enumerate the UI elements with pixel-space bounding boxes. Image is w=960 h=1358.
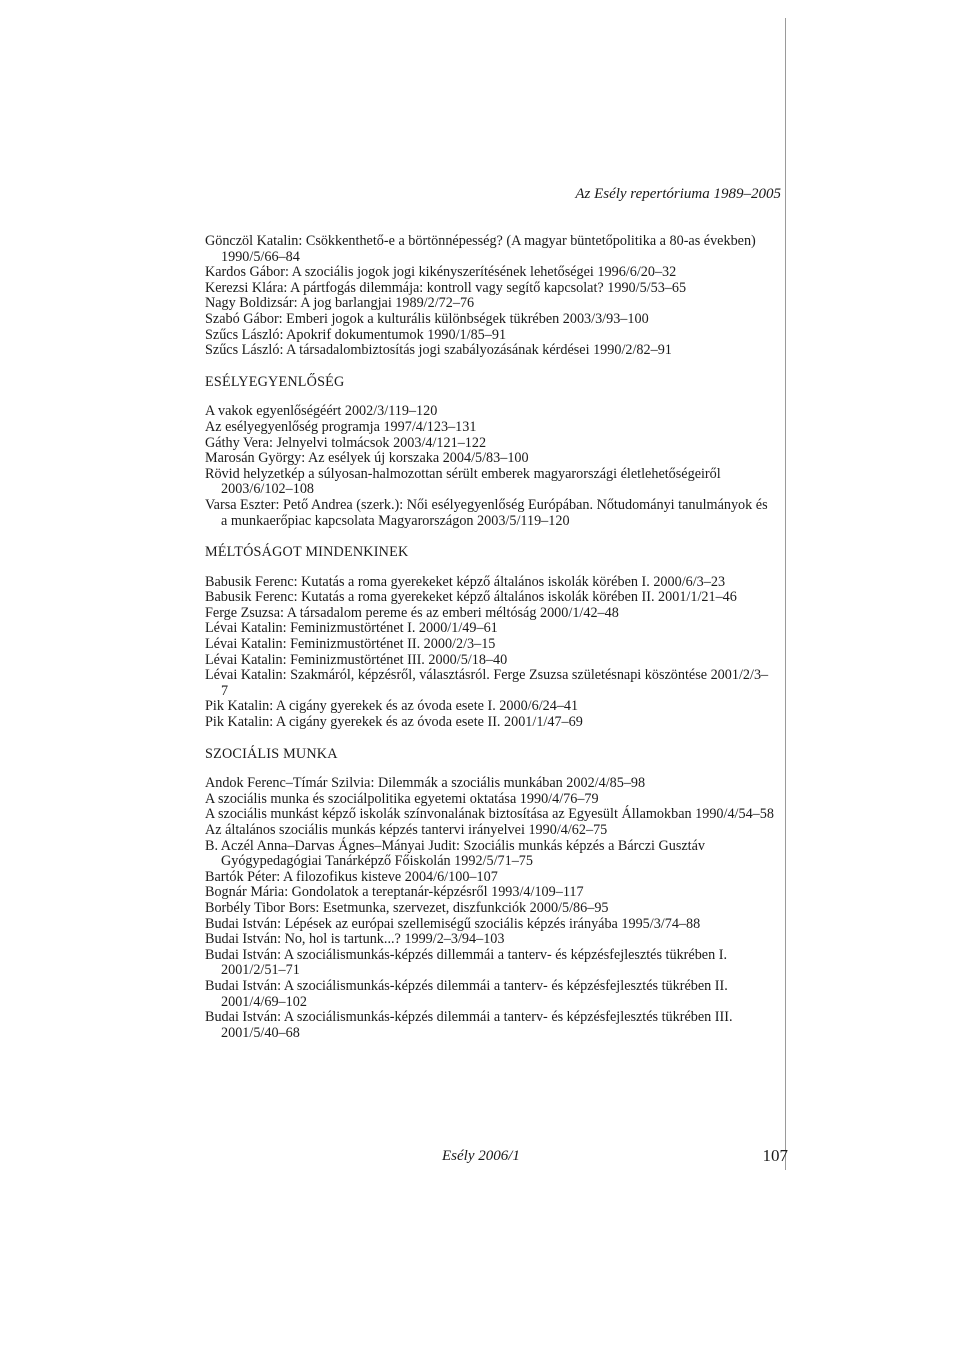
bibliography-entry: Kerezsi Klára: A pártfogás dilemmája: kontroll vagy segítő kapcsolat? 1990/5/53–65 [205, 279, 687, 296]
bibliography-entry: Bognár Mária: Gondolatok a tereptanár-képzésről 1993/4/109–117 [205, 884, 584, 901]
bibliography-entry: Szűcs László: Apokrif dokumentumok 1990/1/85–91 [205, 326, 507, 343]
bibliography-entry: Babusik Ferenc: Kutatás a roma gyerekeket képző általános iskolák körében I. 2000/6/3–23 [205, 573, 726, 590]
bibliography-entry: Bartók Péter: A filozofikus kisteve 2004/6/100–107 [205, 868, 498, 885]
bibliography-entry: Budai István: Lépések az európai szellemiségű szociális képzés irányába 1995/3/74–88 [205, 915, 701, 932]
bibliography-entry: Szűcs László: A társadalombiztosítás jogi szabályozásának kérdései 1990/2/82–91 [205, 342, 672, 359]
bibliography-entry: Varsa Eszter: Pető Andrea (szerk.): Női esélyegyenlőség Európában. Nőtudományi tanulmányok és a munkaerőpiac kapcsolata Magyarországon 2003/5/119–120 [205, 496, 768, 529]
bibliography-entry: Marosán György: Az esélyek új korszaka 2004/5/83–100 [205, 450, 529, 467]
repertory-list [205, 234, 775, 1041]
bibliography-entry: Ferge Zsuzsa: A társadalom pereme és az emberi méltóság 2000/1/42–48 [205, 604, 619, 621]
bibliography-entry: Gáthy Vera: Jelnyelvi tolmácsok 2003/4/121–122 [205, 434, 487, 451]
bibliography-entry: A szociális munkást képző iskolák színvonalának biztosítása az Egyesült Államokban 1990/4/54–58 [205, 806, 774, 823]
section-heading: ESÉLYEGYENLŐSÉG [205, 373, 345, 390]
bibliography-entry: Gönczöl Katalin: Csökkenthető-e a börtönnépesség? (A magyar büntetőpolitika a 80-as években) 1990/5/66–84 [205, 233, 756, 265]
section-heading: MÉLTÓSÁGOT MINDENKINEK [205, 544, 409, 561]
bibliography-entry: Lévai Katalin: Feminizmustörténet III. 2000/5/18–40 [205, 651, 508, 668]
bibliography-entry: Budai István: A szociálismunkás-képzés dilemmái a tanterv- és képzésfejlesztés tükrében III. 2001/5/40–68 [205, 1009, 733, 1041]
bibliography-entry: Az esélyegyenlőség programja 1997/4/123–131 [205, 418, 477, 435]
bibliography-entry: Pik Katalin: A cigány gyerekek és az óvoda esete I. 2000/6/24–41 [205, 698, 579, 715]
bibliography-entry: Pik Katalin: A cigány gyerekek és az óvoda esete II. 2001/1/47–69 [205, 714, 583, 731]
running-head: Az Esély repertóriuma 1989–2005 [575, 186, 781, 202]
margin-rule [785, 18, 786, 1170]
bibliography-entry: Borbély Tibor Bors: Esetmunka, szervezet, diszfunkciók 2000/5/86–95 [205, 899, 609, 916]
bibliography-entry: Rövid helyzetkép a súlyosan-halmozottan sérült emberek magyarországi életlehetőségeiről 2003/6/102–108 [205, 465, 721, 498]
bibliography-entry: Szabó Gábor: Emberi jogok a kulturális különbségek tükrében 2003/3/93–100 [205, 310, 649, 327]
bibliography-entry: Lévai Katalin: Szakmáról, képzésről, választásról. Ferge Zsuzsa születésnapi köszöntése 2001/2/3–7 [205, 667, 769, 699]
bibliography-entry: Budai István: A szociálismunkás-képzés dillemmái a tanterv- és képzésfejlesztés tükrében I. 2001/2/51–71 [205, 946, 728, 979]
bibliography-entry: A szociális munka és szociálpolitika egyetemi oktatása 1990/4/76–79 [205, 790, 599, 807]
section-heading: SZOCIÁLIS MUNKA [205, 745, 338, 762]
bibliography-entry: Nagy Boldizsár: A jog barlangjai 1989/2/72–76 [205, 295, 475, 312]
bibliography-entry: Lévai Katalin: Feminizmustörténet I. 2000/1/49–61 [205, 620, 498, 637]
bibliography-entry: Andok Ferenc–Tímár Szilvia: Dilemmák a szociális munkában 2002/4/85–98 [205, 775, 646, 792]
footer-journal-issue: Esély 2006/1 [442, 1148, 520, 1164]
bibliography-entry: B. Aczél Anna–Darvas Ágnes–Mányai Judit: Szociális munkás képzés a Bárczi Gusztáv Gyógypedagógiai Tanárképző Főiskolán 1992/5/71–75 [205, 837, 705, 870]
bibliography-entry: Kardos Gábor: A szociális jogok jogi kikényszerítésének lehetőségei 1996/6/20–32 [205, 264, 677, 281]
bibliography-entry: Budai István: A szociálismunkás-képzés dilemmái a tanterv- és képzésfejlesztés tükrében II. 2001/4/69–102 [205, 977, 728, 1010]
bibliography-entry: Az általános szociális munkás képzés tantervi irányelvei 1990/4/62–75 [205, 822, 608, 838]
page-number: 107 [762, 1146, 788, 1165]
bibliography-entry: Lévai Katalin: Feminizmustörténet II. 2000/2/3–15 [205, 636, 496, 653]
bibliography-entry: A vakok egyenlőségéért 2002/3/119–120 [205, 403, 438, 420]
bibliography-entry: Babusik Ferenc: Kutatás a roma gyerekeket képző általános iskolák körében II. 2001/1/21–46 [205, 589, 737, 606]
bibliography-entry: Budai István: No, hol is tartunk...? 1999/2–3/94–103 [205, 931, 505, 948]
